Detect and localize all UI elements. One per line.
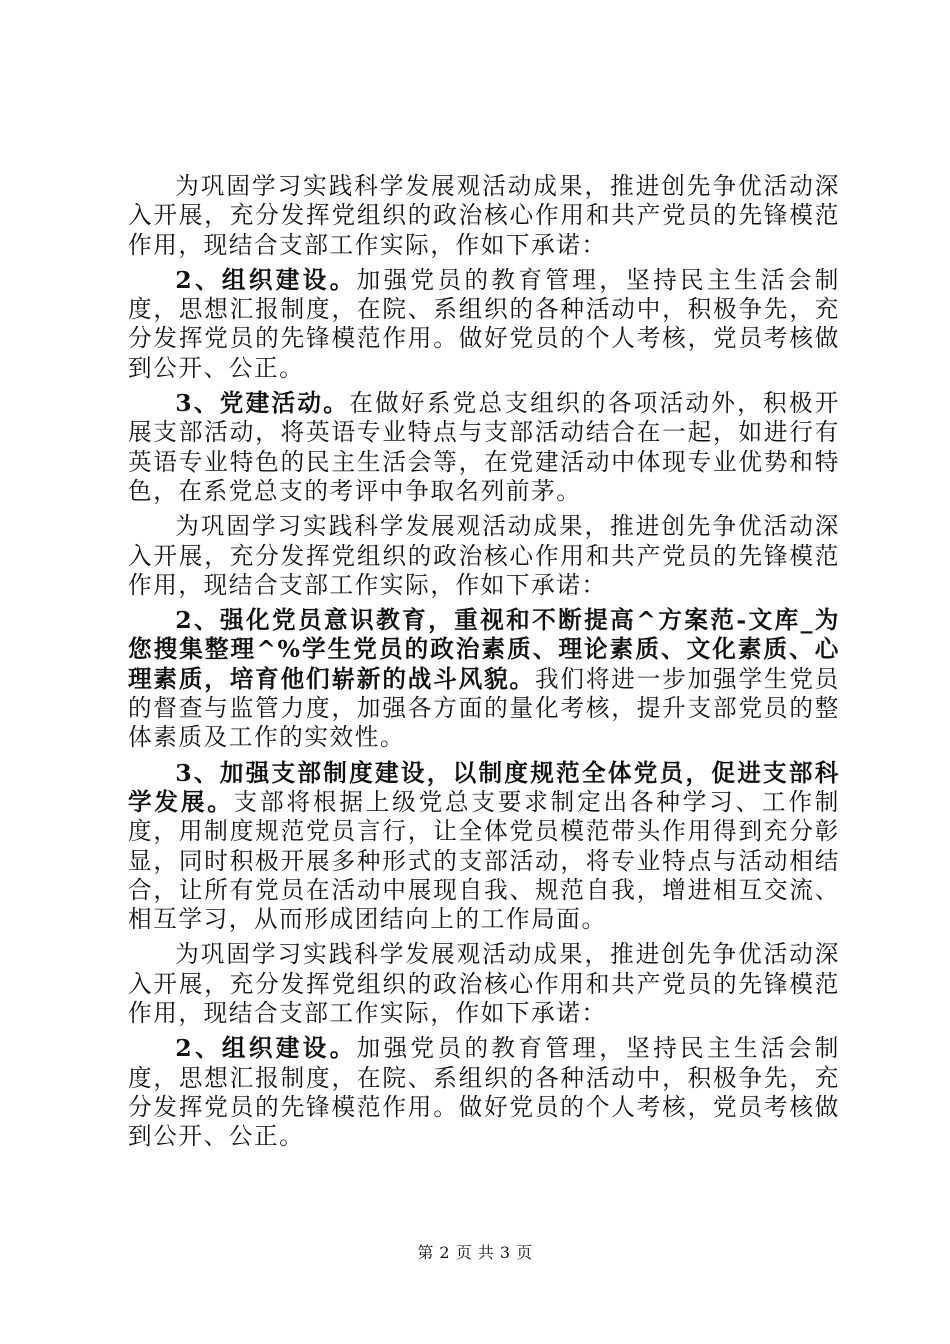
paragraph-intro (128, 172, 840, 260)
paragraph-text: 支部将根据上级党总支要求制定出各种学习、工作制度，用制度规范党员言行，让全体党员模范带头作用得到充分彰显，同时积极开展多种形式的支部活动，将专业特点与活动相结合，让所有党员在活动中展现自我、规范自我，增进相互交流、相互学习，从而形成团结向上的工作局面。 (128, 787, 840, 934)
paragraph-awareness-education (128, 606, 840, 752)
paragraph-text: 为巩固学习实践科学发展观活动成果，推进创先争优活动深入开展，充分发挥党组织的政治核心作用和共产党员的先锋模范作用，现结合支部工作实际，作如下承诺： (128, 172, 840, 259)
paragraph-lead: 2、组织建设。 (175, 1034, 357, 1063)
paragraph-lead: 3、党建活动。 (175, 389, 350, 418)
paragraph-text: 为巩固学习实践科学发展观活动成果，推进创先争优活动深入开展，充分发挥党组织的政治核心作用和共产党员的先锋模范作用，现结合支部工作实际，作如下承诺： (128, 940, 840, 1028)
paragraph-lead: 3、加强支部制度建设，以制度规范全体党员，促进支部科学发展。 (128, 758, 840, 816)
paragraph-organization (128, 1034, 840, 1151)
paragraph-text: 在做好系党总支组织的各项活动外，积极开展支部活动，将英语专业特点与支部活动结合在一起，如进行有英语专业特色的民主生活会等，在党建活动中体现专业优势和特色，在系党总支的考评中争取名列前茅。 (128, 389, 840, 505)
paragraph-text: 为巩固学习实践科学发展观活动成果，推进创先争优活动深入开展，充分发挥党组织的政治核心作用和共产党员的先锋模范作用，现结合支部工作实际，作如下承诺： (128, 512, 840, 599)
paragraph-system-building (128, 759, 840, 935)
paragraph-lead: 2、组织建设。 (175, 265, 357, 294)
paragraph-text: 加强党员的教育管理，坚持民主生活会制度，思想汇报制度，在院、系组织的各种活动中，积极争先，充分发挥党员的先锋模范作用。做好党员的个人考核，党员考核做到公开、公正。 (128, 1034, 840, 1151)
paragraph-party-activity (128, 389, 840, 506)
page-number-footer: 第 2 页 共 3 页 (417, 1243, 533, 1262)
paragraph-text: 加强党员的教育管理，坚持民主生活会制度，思想汇报制度，在院、系组织的各种活动中，积极争先，充分发挥党员的先锋模范作用。做好党员的个人考核，党员考核做到公开、公正。 (128, 265, 840, 382)
paragraph-text: 我们将进一步加强学生党员的督查与监管力度，加强各方面的量化考核，提升支部党员的整体素质及工作的实效性。 (128, 664, 840, 752)
paragraph-lead: 2、强化党员意识教育，重视和不断提高^方案范-文库_为您搜集整理^%学生党员的政治素质、理论素质、文化素质、心理素质，培育他们崭新的战斗风貌。 (128, 606, 840, 693)
paragraph-organization (128, 266, 840, 383)
paragraph-intro (128, 940, 840, 1028)
document-body (128, 172, 840, 1158)
paragraph-intro (128, 512, 840, 600)
